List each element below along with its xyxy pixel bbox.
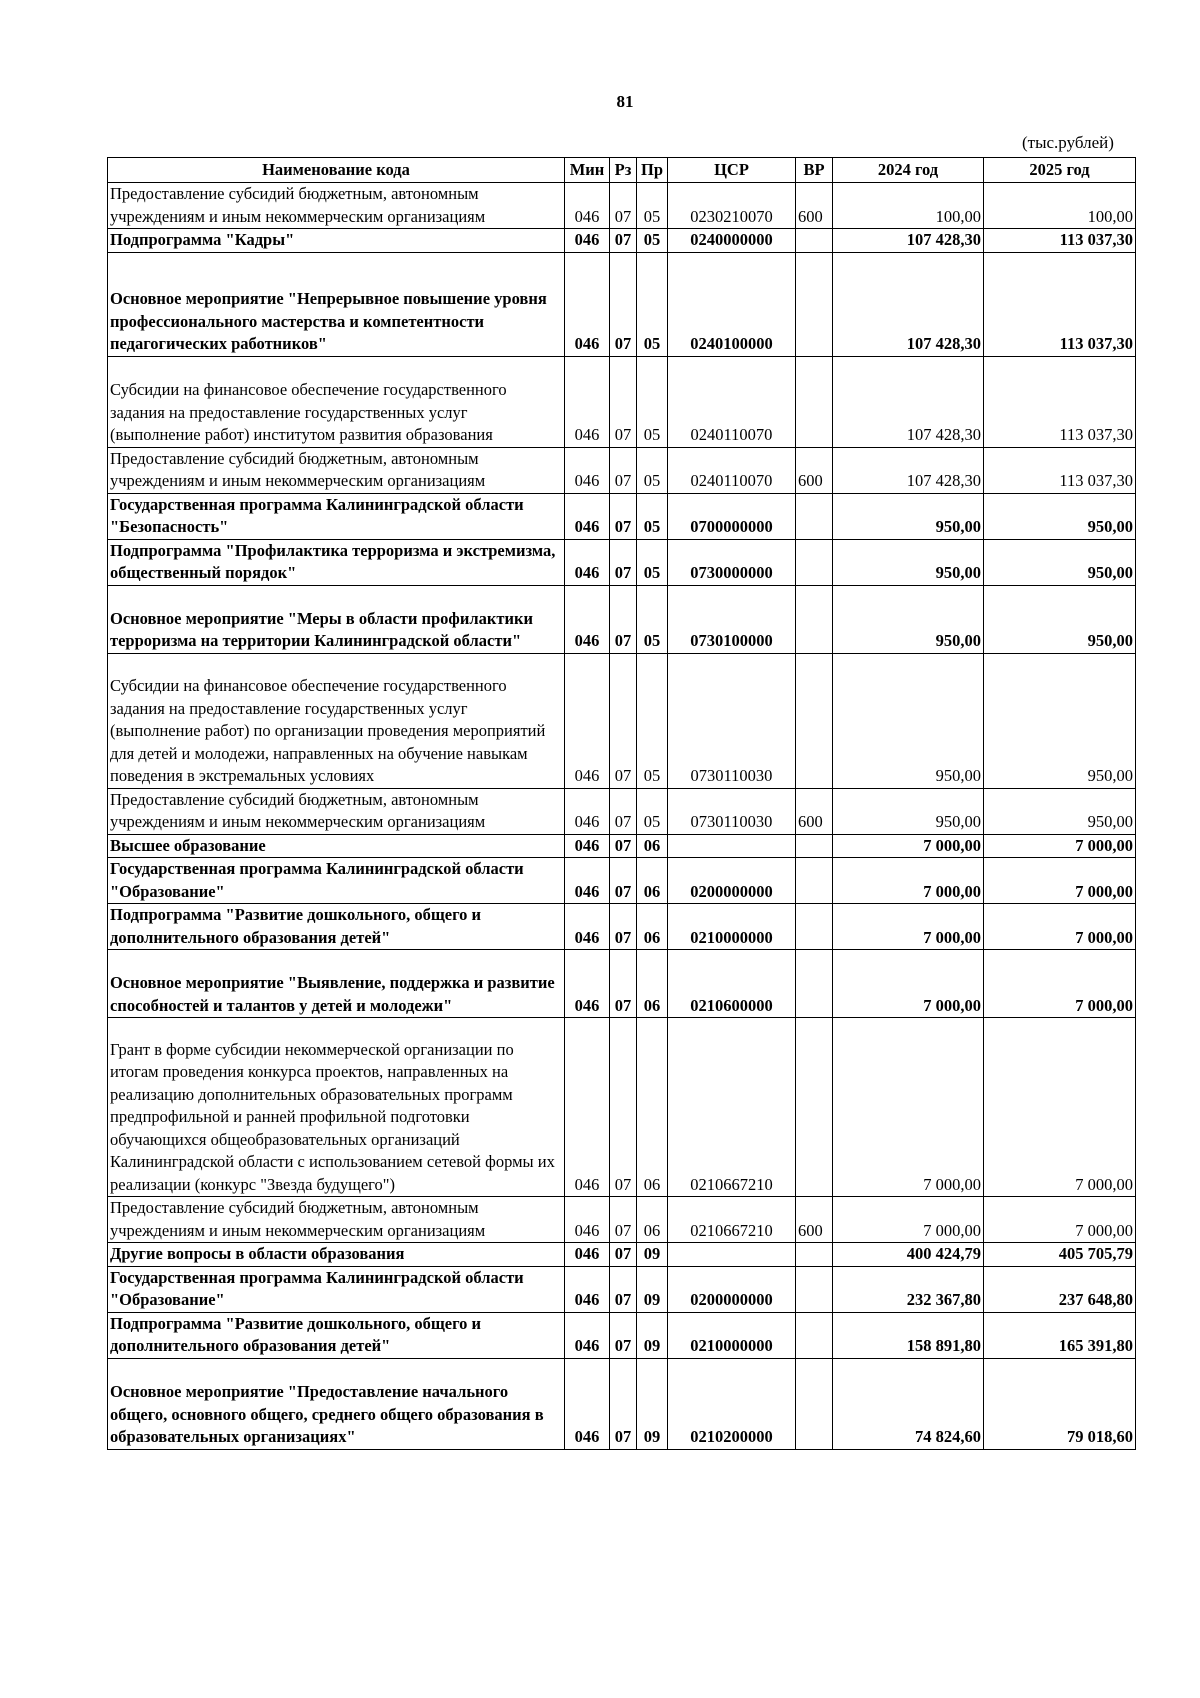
units-label: (тыс.рублей) — [1022, 133, 1114, 152]
table-row — [108, 788, 1136, 834]
cell-rz: 07 — [610, 1266, 637, 1312]
cell-pr: 05 — [637, 252, 668, 356]
cell-pr: 05 — [637, 585, 668, 653]
cell-name: Другие вопросы в области образования — [108, 1243, 565, 1267]
cell-pr: 06 — [637, 834, 668, 858]
cell-name: Предоставление субсидий бюджетным, автономным учреждениям и иным некоммерческим организациям — [108, 788, 565, 834]
cell-pr: 06 — [637, 950, 668, 1018]
cell-csr: 0240100000 — [668, 252, 796, 356]
cell-rz: 07 — [610, 447, 637, 493]
cell-min: 046 — [565, 1197, 610, 1243]
table-row — [108, 229, 1136, 253]
cell-2024: 7 000,00 — [833, 1018, 984, 1197]
cell-vr: 600 — [796, 1197, 833, 1243]
cell-rz: 07 — [610, 1197, 637, 1243]
cell-vr — [796, 834, 833, 858]
cell-pr: 05 — [637, 183, 668, 229]
cell-vr — [796, 1312, 833, 1358]
cell-min: 046 — [565, 252, 610, 356]
cell-min: 046 — [565, 1243, 610, 1267]
cell-csr: 0230210070 — [668, 183, 796, 229]
cell-vr — [796, 229, 833, 253]
cell-pr: 06 — [637, 1197, 668, 1243]
cell-min: 046 — [565, 1018, 610, 1197]
table-header-row — [108, 158, 1136, 183]
cell-csr: 0210000000 — [668, 1312, 796, 1358]
cell-min: 046 — [565, 229, 610, 253]
header-csr: ЦСР — [668, 158, 796, 183]
cell-rz: 07 — [610, 229, 637, 253]
cell-name: Предоставление субсидий бюджетным, автономным учреждениям и иным некоммерческим организациям — [108, 1197, 565, 1243]
cell-csr: 0730100000 — [668, 585, 796, 653]
cell-csr: 0730000000 — [668, 539, 796, 585]
cell-name: Грант в форме субсидии некоммерческой организации по итогам проведения конкурса проектов, направленных на реализацию дополнительных образовательных программ предпрофильной и ранней профильной подготовки обучающихся общеобразовательных организаций Калининградской области с использованием сетевой формы их реализации (конкурс "Звезда будущего") — [108, 1018, 565, 1197]
budget-table — [107, 157, 1136, 1450]
cell-name: Подпрограмма "Развитие дошкольного, общего и дополнительного образования детей" — [108, 904, 565, 950]
cell-csr — [668, 834, 796, 858]
cell-2024: 107 428,30 — [833, 229, 984, 253]
cell-2024: 400 424,79 — [833, 1243, 984, 1267]
cell-name: Основное мероприятие "Предоставление начального общего, основного общего, среднего общего образования в образовательных организациях" — [108, 1358, 565, 1449]
cell-vr — [796, 950, 833, 1018]
cell-csr: 0240000000 — [668, 229, 796, 253]
cell-rz: 07 — [610, 950, 637, 1018]
cell-vr — [796, 252, 833, 356]
cell-2025: 7 000,00 — [984, 950, 1136, 1018]
cell-min: 046 — [565, 539, 610, 585]
cell-pr: 09 — [637, 1312, 668, 1358]
cell-csr: 0210000000 — [668, 904, 796, 950]
cell-min: 046 — [565, 788, 610, 834]
cell-vr: 600 — [796, 788, 833, 834]
cell-vr — [796, 653, 833, 788]
cell-name: Основное мероприятие "Непрерывное повышение уровня профессионального мастерства и компетентности педагогических работников" — [108, 252, 565, 356]
cell-2025: 79 018,60 — [984, 1358, 1136, 1449]
header-pr: Пр — [637, 158, 668, 183]
cell-2025: 405 705,79 — [984, 1243, 1136, 1267]
cell-rz: 07 — [610, 356, 637, 447]
header-rz: Рз — [610, 158, 637, 183]
cell-pr: 06 — [637, 1018, 668, 1197]
cell-vr: 600 — [796, 183, 833, 229]
table-row — [108, 1243, 1136, 1267]
page-number: 81 — [616, 92, 634, 111]
cell-rz: 07 — [610, 1312, 637, 1358]
cell-vr — [796, 1358, 833, 1449]
cell-2025: 100,00 — [984, 183, 1136, 229]
cell-vr — [796, 493, 833, 539]
cell-vr — [796, 356, 833, 447]
cell-rz: 07 — [610, 1018, 637, 1197]
cell-rz: 07 — [610, 183, 637, 229]
cell-pr: 05 — [637, 447, 668, 493]
cell-2025: 113 037,30 — [984, 447, 1136, 493]
cell-2024: 950,00 — [833, 788, 984, 834]
header-name: Наименование кода — [108, 158, 565, 183]
cell-csr: 0200000000 — [668, 858, 796, 904]
table-row — [108, 1358, 1136, 1449]
cell-vr: 600 — [796, 447, 833, 493]
cell-2024: 950,00 — [833, 585, 984, 653]
table-row — [108, 858, 1136, 904]
cell-pr: 09 — [637, 1358, 668, 1449]
cell-name: Высшее образование — [108, 834, 565, 858]
cell-rz: 07 — [610, 493, 637, 539]
cell-pr: 05 — [637, 539, 668, 585]
cell-min: 046 — [565, 1312, 610, 1358]
cell-2025: 237 648,80 — [984, 1266, 1136, 1312]
table-row — [108, 834, 1136, 858]
table-row — [108, 950, 1136, 1018]
cell-name: Основное мероприятие "Выявление, поддержка и развитие способностей и талантов у детей и молодежи" — [108, 950, 565, 1018]
cell-name: Субсидии на финансовое обеспечение государственного задания на предоставление государственных услуг (выполнение работ) по организации проведения мероприятий для детей и молодежи, направленных на обучение навыкам поведения в экстремальных условиях — [108, 653, 565, 788]
cell-rz: 07 — [610, 653, 637, 788]
cell-name: Подпрограмма "Профилактика терроризма и экстремизма, общественный порядок" — [108, 539, 565, 585]
cell-pr: 09 — [637, 1266, 668, 1312]
cell-name: Предоставление субсидий бюджетным, автономным учреждениям и иным некоммерческим организациям — [108, 183, 565, 229]
cell-2025: 113 037,30 — [984, 229, 1136, 253]
table-row — [108, 493, 1136, 539]
cell-2025: 7 000,00 — [984, 834, 1136, 858]
cell-min: 046 — [565, 447, 610, 493]
cell-2024: 7 000,00 — [833, 904, 984, 950]
table-row — [108, 183, 1136, 229]
cell-pr: 05 — [637, 653, 668, 788]
cell-pr: 05 — [637, 788, 668, 834]
table-row — [108, 356, 1136, 447]
cell-2024: 7 000,00 — [833, 1197, 984, 1243]
cell-name: Подпрограмма "Кадры" — [108, 229, 565, 253]
cell-vr — [796, 904, 833, 950]
cell-rz: 07 — [610, 585, 637, 653]
cell-csr: 0210200000 — [668, 1358, 796, 1449]
header-2024: 2024 год — [833, 158, 984, 183]
cell-csr — [668, 1243, 796, 1267]
cell-pr: 05 — [637, 229, 668, 253]
cell-min: 046 — [565, 653, 610, 788]
cell-2024: 7 000,00 — [833, 950, 984, 1018]
table-row — [108, 539, 1136, 585]
cell-2024: 7 000,00 — [833, 834, 984, 858]
cell-2025: 950,00 — [984, 493, 1136, 539]
cell-pr: 05 — [637, 356, 668, 447]
cell-2025: 950,00 — [984, 585, 1136, 653]
cell-pr: 05 — [637, 493, 668, 539]
cell-vr — [796, 585, 833, 653]
cell-2025: 113 037,30 — [984, 252, 1136, 356]
table-body — [108, 183, 1136, 1450]
cell-2025: 113 037,30 — [984, 356, 1136, 447]
table-row — [108, 1197, 1136, 1243]
cell-min: 046 — [565, 904, 610, 950]
cell-rz: 07 — [610, 858, 637, 904]
header-vr: ВР — [796, 158, 833, 183]
cell-pr: 06 — [637, 904, 668, 950]
cell-rz: 07 — [610, 788, 637, 834]
cell-2024: 100,00 — [833, 183, 984, 229]
cell-2025: 7 000,00 — [984, 904, 1136, 950]
header-min: Мин — [565, 158, 610, 183]
table-row — [108, 1018, 1136, 1197]
cell-2024: 74 824,60 — [833, 1358, 984, 1449]
cell-min: 046 — [565, 585, 610, 653]
cell-2024: 107 428,30 — [833, 356, 984, 447]
cell-csr: 0730110030 — [668, 788, 796, 834]
cell-min: 046 — [565, 858, 610, 904]
cell-2024: 158 891,80 — [833, 1312, 984, 1358]
cell-name: Государственная программа Калининградской области "Образование" — [108, 1266, 565, 1312]
cell-csr: 0200000000 — [668, 1266, 796, 1312]
cell-min: 046 — [565, 183, 610, 229]
table-row — [108, 653, 1136, 788]
cell-2024: 950,00 — [833, 653, 984, 788]
table-row — [108, 904, 1136, 950]
table-row — [108, 252, 1136, 356]
cell-pr: 06 — [637, 858, 668, 904]
cell-name: Предоставление субсидий бюджетным, автономным учреждениям и иным некоммерческим организациям — [108, 447, 565, 493]
table-row — [108, 585, 1136, 653]
cell-2024: 950,00 — [833, 493, 984, 539]
cell-2024: 232 367,80 — [833, 1266, 984, 1312]
cell-min: 046 — [565, 493, 610, 539]
cell-rz: 07 — [610, 904, 637, 950]
cell-name: Подпрограмма "Развитие дошкольного, общего и дополнительного образования детей" — [108, 1312, 565, 1358]
cell-2025: 950,00 — [984, 653, 1136, 788]
cell-csr: 0730110030 — [668, 653, 796, 788]
cell-2025: 950,00 — [984, 539, 1136, 585]
cell-2024: 107 428,30 — [833, 447, 984, 493]
cell-2025: 165 391,80 — [984, 1312, 1136, 1358]
cell-2024: 950,00 — [833, 539, 984, 585]
cell-2025: 950,00 — [984, 788, 1136, 834]
cell-rz: 07 — [610, 252, 637, 356]
cell-min: 046 — [565, 356, 610, 447]
cell-vr — [796, 1266, 833, 1312]
cell-min: 046 — [565, 834, 610, 858]
cell-2024: 107 428,30 — [833, 252, 984, 356]
cell-2025: 7 000,00 — [984, 858, 1136, 904]
cell-csr: 0210667210 — [668, 1018, 796, 1197]
cell-2025: 7 000,00 — [984, 1018, 1136, 1197]
cell-name: Государственная программа Калининградской области "Безопасность" — [108, 493, 565, 539]
header-2025: 2025 год — [984, 158, 1136, 183]
cell-vr — [796, 858, 833, 904]
cell-rz: 07 — [610, 834, 637, 858]
cell-csr: 0240110070 — [668, 356, 796, 447]
table-row — [108, 1266, 1136, 1312]
cell-name: Основное мероприятие "Меры в области профилактики терроризма на территории Калининградской области" — [108, 585, 565, 653]
cell-vr — [796, 539, 833, 585]
cell-csr: 0210667210 — [668, 1197, 796, 1243]
cell-vr — [796, 1243, 833, 1267]
cell-min: 046 — [565, 1358, 610, 1449]
cell-name: Субсидии на финансовое обеспечение государственного задания на предоставление государственных услуг (выполнение работ) институтом развития образования — [108, 356, 565, 447]
table-row — [108, 447, 1136, 493]
cell-csr: 0210600000 — [668, 950, 796, 1018]
cell-pr: 09 — [637, 1243, 668, 1267]
cell-2024: 7 000,00 — [833, 858, 984, 904]
cell-csr: 0240110070 — [668, 447, 796, 493]
cell-csr: 0700000000 — [668, 493, 796, 539]
cell-rz: 07 — [610, 1358, 637, 1449]
cell-name: Государственная программа Калининградской области "Образование" — [108, 858, 565, 904]
cell-rz: 07 — [610, 539, 637, 585]
cell-2025: 7 000,00 — [984, 1197, 1136, 1243]
cell-vr — [796, 1018, 833, 1197]
cell-rz: 07 — [610, 1243, 637, 1267]
table-row — [108, 1312, 1136, 1358]
cell-min: 046 — [565, 950, 610, 1018]
cell-min: 046 — [565, 1266, 610, 1312]
